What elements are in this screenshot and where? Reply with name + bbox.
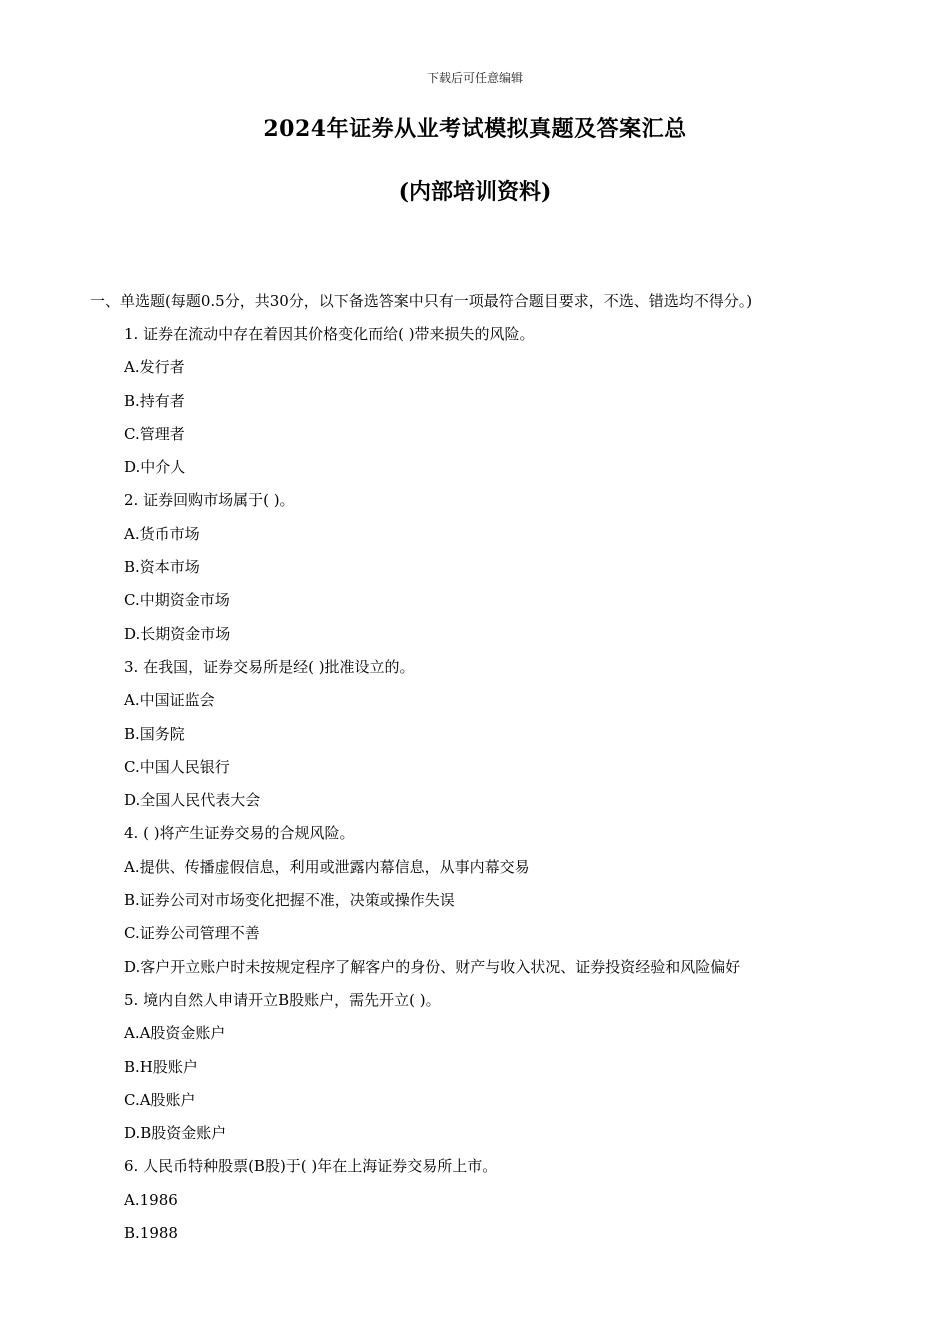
header-note: 下载后可任意编辑 — [426, 71, 523, 85]
question-4-option-b: B.证券公司对市场变化把握不准，决策或操作失误 — [124, 891, 455, 910]
question-2-option-d: D.长期资金市场 — [124, 624, 231, 643]
question-5-option-c: C.A股账户 — [124, 1090, 196, 1109]
question-3-option-c: C.中国人民银行 — [124, 757, 230, 776]
question-5-stem: 5. 境内自然人申请开立B股账户，需先开立( )。 — [124, 990, 441, 1009]
question-3-option-d: D.全国人民代表大会 — [124, 791, 261, 810]
question-1-option-b: B.持有者 — [124, 391, 185, 410]
question-1-option-a: A.发行者 — [124, 358, 185, 377]
question-3-option-a: A.中国证监会 — [124, 691, 215, 710]
question-3-option-b: B.国务院 — [124, 724, 185, 743]
question-5-option-d: D.B股资金账户 — [124, 1124, 227, 1143]
question-2-option-a: A.货币市场 — [124, 524, 200, 543]
question-5-option-a: A.A股资金账户 — [124, 1024, 226, 1043]
document-title: 2024年证券从业考试模拟真题及答案汇总 — [263, 116, 687, 142]
question-4-option-a: A.提供、传播虚假信息，利用或泄露内幕信息，从事内幕交易 — [124, 857, 530, 876]
question-4-stem: 4. ( )将产生证券交易的合规风险。 — [124, 824, 355, 843]
section-heading: 一、单选题(每题0.5分，共30分，以下备选答案中只有一项最符合题目要求，不选、错选均不得分。) — [90, 292, 753, 310]
question-4-option-c: C.证券公司管理不善 — [124, 924, 260, 943]
question-1-stem: 1. 证券在流动中存在着因其价格变化而给( )带来损失的风险。 — [124, 325, 535, 343]
question-2-option-c: C.中期资金市场 — [124, 591, 230, 610]
question-5-option-b: B.H股账户 — [124, 1057, 198, 1076]
question-2-option-b: B.资本市场 — [124, 558, 200, 577]
question-1-option-d: D.中介人 — [124, 458, 186, 477]
question-1-option-c: C.管理者 — [124, 424, 185, 443]
question-4-option-d: D.客户开立账户时未按规定程序了解客户的身份、财产与收入状况、证券投资经验和风险偏好 — [124, 957, 741, 976]
question-2-stem: 2. 证券回购市场属于( )。 — [124, 491, 295, 510]
question-list — [124, 323, 924, 1255]
question-3-stem: 3. 在我国，证券交易所是经( )批准设立的。 — [124, 657, 415, 676]
question-6-option-b: B.1988 — [124, 1224, 178, 1243]
question-6-stem: 6. 人民币特种股票(B股)于( )年在上海证券交易所上市。 — [124, 1157, 498, 1176]
document-subtitle: (内部培训资料) — [398, 179, 552, 205]
question-6-option-a: A.1986 — [124, 1190, 178, 1209]
